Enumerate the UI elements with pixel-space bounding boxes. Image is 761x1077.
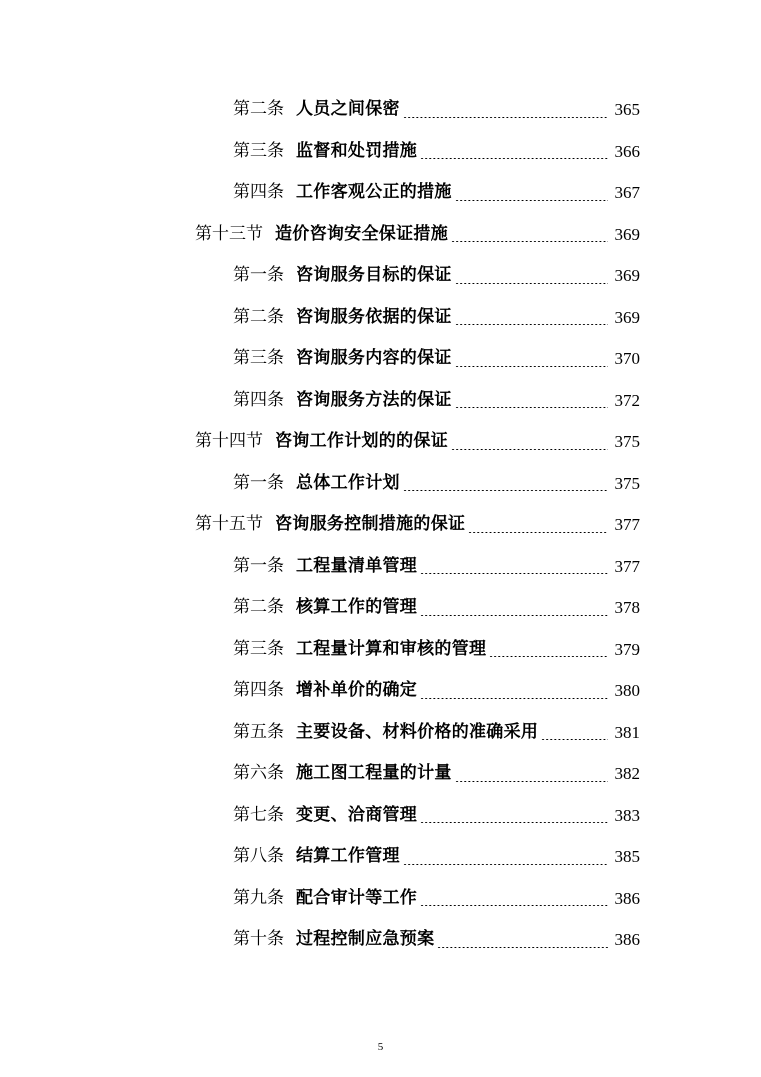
toc-entry-title: 工程量清单管理: [296, 555, 418, 576]
toc-dot-leader: [403, 490, 608, 491]
toc-entry-page: 369: [614, 224, 640, 244]
toc-entry-page: 382: [614, 764, 640, 784]
toc-dot-leader: [541, 739, 608, 740]
toc-entry-page: 380: [614, 681, 640, 701]
toc-entry[interactable]: [0, 795, 761, 837]
toc-entry-number: 第五条: [233, 721, 284, 742]
toc-entry-page: 369: [614, 307, 640, 327]
toc-entry[interactable]: [0, 463, 761, 505]
toc-entry[interactable]: [0, 380, 761, 422]
toc-entry[interactable]: [0, 255, 761, 297]
toc-dot-leader: [420, 158, 608, 159]
toc-dot-leader: [420, 698, 608, 699]
toc-dot-leader: [468, 532, 608, 533]
toc-dot-leader: [420, 573, 608, 574]
toc-dot-leader: [451, 449, 608, 450]
toc-entry-page: 379: [614, 639, 640, 659]
footer-page-number: 5: [377, 1041, 384, 1053]
toc-entry-title: 咨询服务内容的保证: [296, 348, 452, 369]
toc-entry-title: 咨询服务控制措施的保证: [275, 514, 466, 535]
toc-entry-title: 主要设备、材料价格的准确采用: [296, 721, 539, 742]
toc-entry[interactable]: [0, 629, 761, 671]
toc-entry-number: 第十五节: [195, 514, 263, 535]
toc-entry[interactable]: [0, 919, 761, 961]
toc-entry[interactable]: [0, 89, 761, 131]
toc-entry[interactable]: [0, 297, 761, 339]
toc-entry-number: 第四条: [233, 389, 284, 410]
toc-entry-page: 372: [614, 390, 640, 410]
toc-entry-title: 核算工作的管理: [296, 597, 418, 618]
toc-entry-page: 367: [614, 183, 640, 203]
toc-entry-title: 配合审计等工作: [296, 887, 418, 908]
toc-entry-page: 366: [614, 141, 640, 161]
toc-dot-leader: [420, 615, 608, 616]
toc-entry[interactable]: [0, 338, 761, 380]
toc-entry-title: 咨询服务目标的保证: [296, 265, 452, 286]
toc-entry-page: 385: [614, 847, 640, 867]
toc-entry-page: 383: [614, 805, 640, 825]
toc-dot-leader: [437, 947, 608, 948]
toc-entry-number: 第八条: [233, 846, 284, 867]
toc-entry-number: 第三条: [233, 638, 284, 659]
toc-entry-page: 386: [614, 930, 640, 950]
toc-entry-page: 377: [614, 556, 640, 576]
toc-entry-number: 第十条: [233, 929, 284, 950]
toc-entry-title: 人员之间保密: [296, 99, 400, 120]
toc-entry-number: 第一条: [233, 472, 284, 493]
table-of-contents: [0, 89, 761, 961]
toc-entry-number: 第十三节: [195, 223, 263, 244]
toc-entry-title: 工作客观公正的措施: [296, 182, 452, 203]
toc-entry-number: 第七条: [233, 804, 284, 825]
toc-dot-leader: [403, 864, 608, 865]
toc-entry[interactable]: [0, 836, 761, 878]
toc-dot-leader: [403, 117, 608, 118]
toc-entry[interactable]: [0, 546, 761, 588]
toc-entry-title: 结算工作管理: [296, 846, 400, 867]
toc-entry-page: 370: [614, 349, 640, 369]
toc-entry-title: 咨询服务依据的保证: [296, 306, 452, 327]
toc-entry-title: 造价咨询安全保证措施: [275, 223, 448, 244]
toc-entry-number: 第四条: [233, 182, 284, 203]
toc-entry-title: 咨询工作计划的的保证: [275, 431, 448, 452]
toc-entry-number: 第九条: [233, 887, 284, 908]
toc-entry-number: 第三条: [233, 140, 284, 161]
toc-entry-number: 第十四节: [195, 431, 263, 452]
toc-entry-page: 365: [614, 100, 640, 120]
toc-dot-leader: [420, 905, 608, 906]
toc-dot-leader: [455, 407, 608, 408]
toc-entry-number: 第一条: [233, 265, 284, 286]
toc-dot-leader: [455, 283, 608, 284]
toc-entry-number: 第二条: [233, 99, 284, 120]
toc-entry-page: 375: [614, 432, 640, 452]
toc-entry-number: 第六条: [233, 763, 284, 784]
toc-dot-leader: [455, 200, 608, 201]
toc-entry-page: 377: [614, 515, 640, 535]
toc-entry-number: 第二条: [233, 306, 284, 327]
toc-entry-title: 咨询服务方法的保证: [296, 389, 452, 410]
toc-entry-title: 监督和处罚措施: [296, 140, 418, 161]
toc-entry[interactable]: [0, 670, 761, 712]
toc-entry-page: 369: [614, 266, 640, 286]
toc-dot-leader: [451, 241, 608, 242]
toc-dot-leader: [455, 781, 608, 782]
toc-entry-page: 375: [614, 473, 640, 493]
toc-dot-leader: [420, 822, 608, 823]
toc-entry[interactable]: [0, 878, 761, 920]
toc-entry-title: 工程量计算和审核的管理: [296, 638, 487, 659]
toc-entry-title: 过程控制应急预案: [296, 929, 435, 950]
toc-entry-number: 第二条: [233, 597, 284, 618]
toc-entry-title: 增补单价的确定: [296, 680, 418, 701]
toc-entry[interactable]: [0, 214, 761, 256]
toc-entry-page: 378: [614, 598, 640, 618]
toc-entry-title: 施工图工程量的计量: [296, 763, 452, 784]
toc-entry-number: 第三条: [233, 348, 284, 369]
toc-entry-page: 386: [614, 888, 640, 908]
toc-entry-title: 总体工作计划: [296, 472, 400, 493]
toc-dot-leader: [455, 366, 608, 367]
toc-entry-number: 第一条: [233, 555, 284, 576]
toc-dot-leader: [455, 324, 608, 325]
toc-entry[interactable]: [0, 504, 761, 546]
toc-entry[interactable]: [0, 712, 761, 754]
toc-entry-number: 第四条: [233, 680, 284, 701]
toc-entry[interactable]: [0, 421, 761, 463]
toc-entry[interactable]: [0, 172, 761, 214]
toc-entry-title: 变更、洽商管理: [296, 804, 418, 825]
toc-entry[interactable]: [0, 131, 761, 173]
toc-dot-leader: [489, 656, 608, 657]
toc-entry-page: 381: [614, 722, 640, 742]
toc-entry[interactable]: [0, 753, 761, 795]
toc-entry[interactable]: [0, 587, 761, 629]
